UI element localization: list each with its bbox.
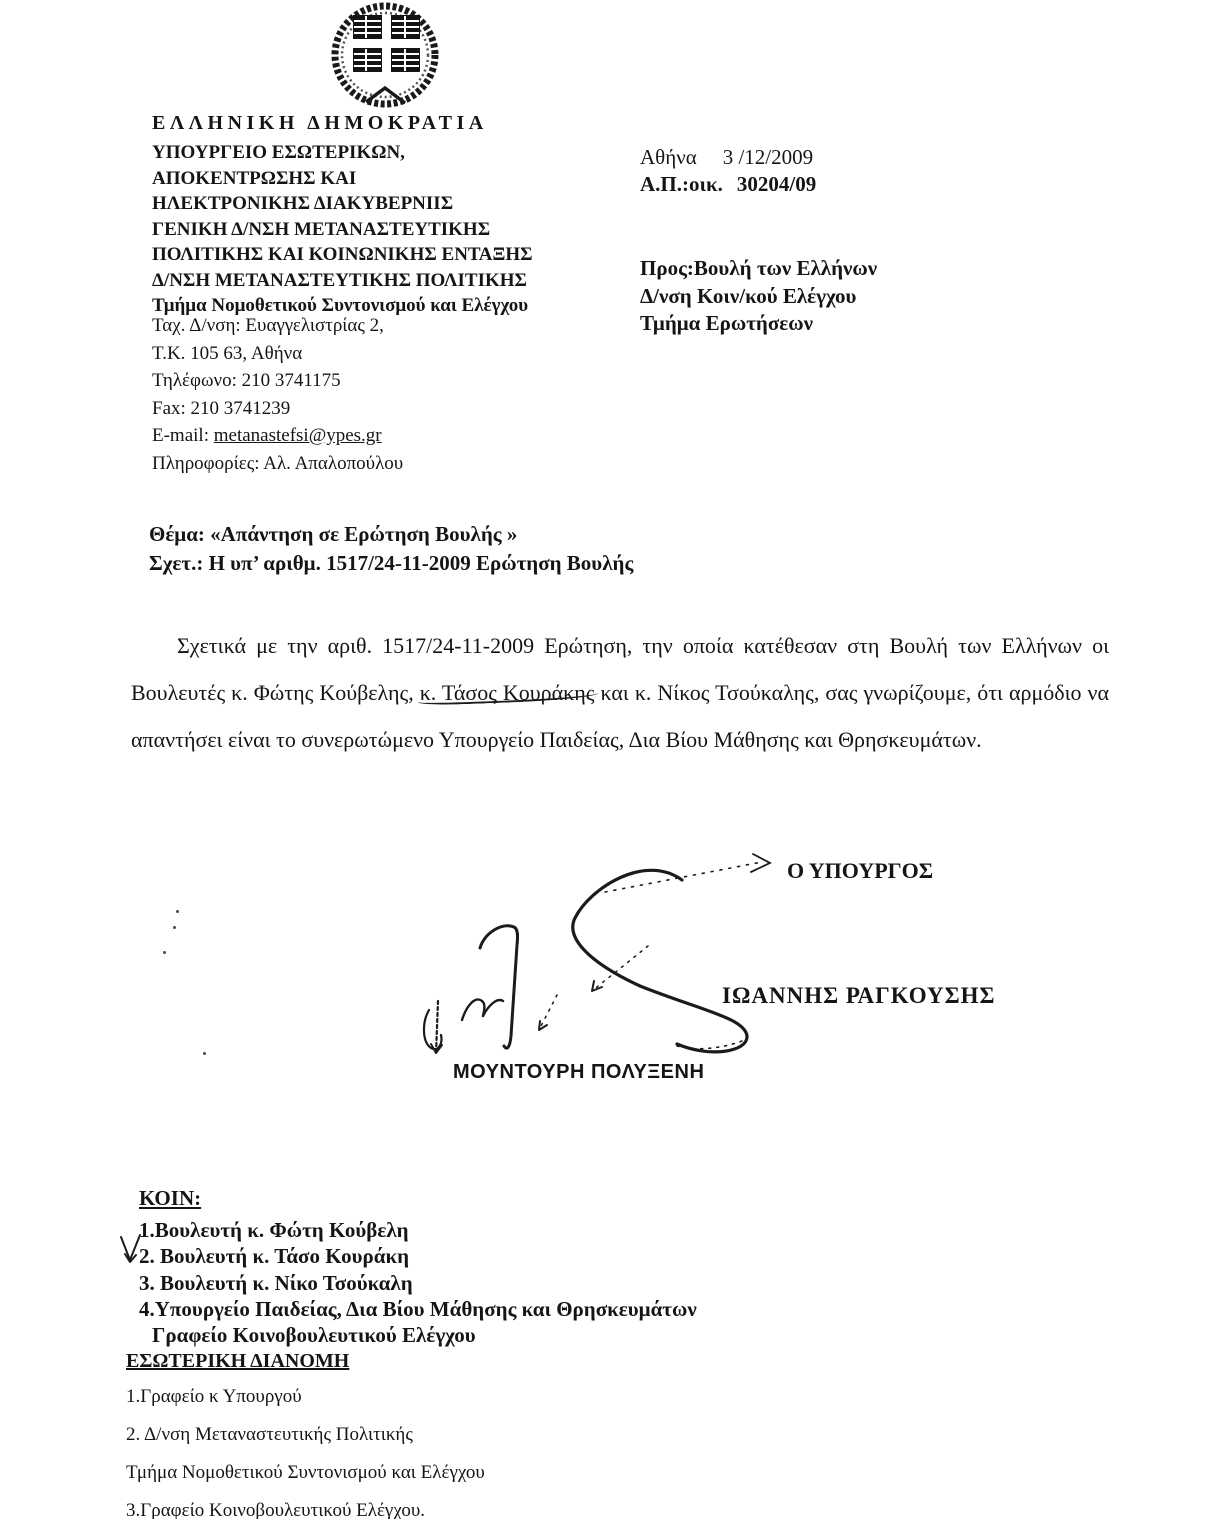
minister-title: Ο ΥΠΟΥΡΓΟΣ	[787, 858, 934, 883]
clerk-stamp-name: ΜΟΥΝΤΟΥΡΗ ΠΟΛΥΞΕΝΗ	[453, 1061, 705, 1083]
fax-number: Fax: 210 3741239	[152, 397, 291, 419]
ministry-line: ΑΠΟΚΕΝΤΡΩΣΗΣ ΚΑΙ	[152, 167, 357, 189]
scan-noise-dot	[176, 910, 179, 913]
internal-item: 1.Γραφείο κ Υπουργού	[126, 1386, 302, 1407]
phone-number: Τηλέφωνο: 210 3741175	[152, 370, 341, 391]
cc-item: 1.Βουλευτή κ. Φώτη Κούβελη	[139, 1218, 409, 1242]
subject-block	[149, 520, 633, 578]
email-address-link[interactable]: metanastefsi@ypes.gr	[213, 425, 382, 446]
protocol-line	[640, 172, 816, 197]
reference-line: Σχετ.: Η υπ’ αριθμ. 1517/24-11-2009 Ερώτηση Βουλής	[149, 551, 634, 575]
cc-item: 2. Βουλευτή κ. Τάσο Κουράκη	[139, 1244, 410, 1269]
postal-code: Τ.Κ. 105 63, Αθήνα	[152, 342, 303, 364]
recipient-line: Τμήμα Ερωτήσεων	[640, 311, 813, 335]
shield-cross	[353, 15, 420, 72]
scan-noise-dot	[203, 1052, 206, 1055]
recipient-line: Δ/νση Κοιν/κού Ελέγχου	[640, 283, 857, 308]
body-text-part2: και κ. Νίκος Τσούκαλης, σας γνωρίζουμε, ότι αρμόδιο να απαντήσει είναι το συνερωτώμενο Υπουργείο Παιδείας, Δια Βίου Μάθησης και Θρησκευμάτων.	[131, 680, 1110, 752]
internal-distribution-label: ΕΣΩΤΕΡΙΚΗ ΔΙΑΝΟΜΗ	[126, 1350, 350, 1372]
postal-address: Ταχ. Δ/νση: Ευαγγελιστρίας 2,	[152, 315, 384, 336]
protocol-number: 30204/09	[736, 172, 817, 196]
protocol-label: Α.Π.:οικ.	[640, 172, 723, 196]
directorate-line: ΠΟΛΙΤΙΚΗΣ ΚΑΙ ΚΟΙΝΩΝΙΚΗΣ ΕΝΤΑΞΗΣ	[152, 244, 533, 265]
greek-coat-of-arms-emblem	[328, 2, 442, 108]
subject-line: Θέμα: «Απάντηση σε Ερώτηση Βουλής »	[149, 522, 518, 546]
ministry-header-block	[152, 140, 632, 319]
date-value: 3 /12/2009	[722, 145, 814, 169]
ministry-line: ΥΠΟΥΡΓΕΙΟ ΕΣΩΤΕΡΙΚΩΝ,	[152, 142, 405, 163]
cc-item: Γραφείο Κοινοβουλευτικού Ελέγχου	[152, 1323, 476, 1348]
internal-item: Τμήμα Νομοθετικού Συντονισμού και Ελέγχου	[126, 1462, 485, 1483]
email-line	[152, 422, 632, 450]
internal-item: 2. Δ/νση Μεταναστευτικής Πολιτικής	[126, 1424, 413, 1445]
recipient-block	[640, 255, 877, 338]
ministry-line: ΗΛΕΚΤΡΟΝΙΚΗΣ ΔΙΑΚΥΒΕΡΝΙΙΣ	[152, 193, 454, 214]
info-contact-person: Πληροφορίες: Αλ. Απαλοπούλου	[152, 452, 404, 474]
republic-title: ΕΛΛΗΝΙΚΗ ΔΗΜΟΚΡΑΤΙΑ	[152, 112, 488, 134]
department-line: Τμήμα Νομοθετικού Συντονισμού και Ελέγχου	[152, 295, 529, 316]
city-label: Αθήνα	[640, 145, 697, 169]
scan-noise-dot	[163, 951, 166, 954]
body-paragraph	[131, 622, 1109, 763]
cc-item: 3. Βουλευτή κ. Νίκο Τσούκαλη	[139, 1270, 413, 1295]
cc-block	[139, 1186, 697, 1348]
directorate-line: Δ/ΝΣΗ ΜΕΤΑΝΑΣΤΕΥΤΙΚΗΣ ΠΟΛΙΤΙΚΗΣ	[152, 269, 527, 291]
body-text-part1: Σχετικά με την αριθ. 1517/24-11-2009 Ερώτηση, την οποία κατέθεσαν στη Βουλή των Ελλήνων οι Βουλευτές κ. Φώτης Κούβελης, κ.	[131, 633, 1109, 705]
underlined-deputy-name: Τάσος Κουράκης	[441, 680, 595, 705]
cc-label: ΚΟΙΝ:	[139, 1186, 202, 1210]
contact-block	[152, 312, 632, 477]
city-date-line	[640, 145, 813, 170]
internal-distribution-block	[126, 1350, 485, 1519]
minister-name: ΙΩΑΝΝΗΣ ΡΑΓΚΟΥΣΗΣ	[722, 983, 996, 1008]
directorate-line: ΓΕΝΙΚΗ Δ/ΝΣΗ ΜΕΤΑΝΑΣΤΕΥΤΙΚΗΣ	[152, 218, 491, 240]
internal-item: 3.Γραφείο Κοινοβουλευτικού Ελέγχου.	[126, 1500, 425, 1519]
cc-item: 4.Υπουργείο Παιδείας, Δια Βίου Μάθησης και Θρησκευμάτων	[139, 1296, 697, 1321]
scan-noise-dot	[173, 926, 176, 929]
recipient-line: Προς:Βουλή των Ελλήνων	[640, 256, 878, 280]
email-label: E-mail:	[152, 425, 209, 446]
handwritten-signature	[395, 848, 825, 1088]
